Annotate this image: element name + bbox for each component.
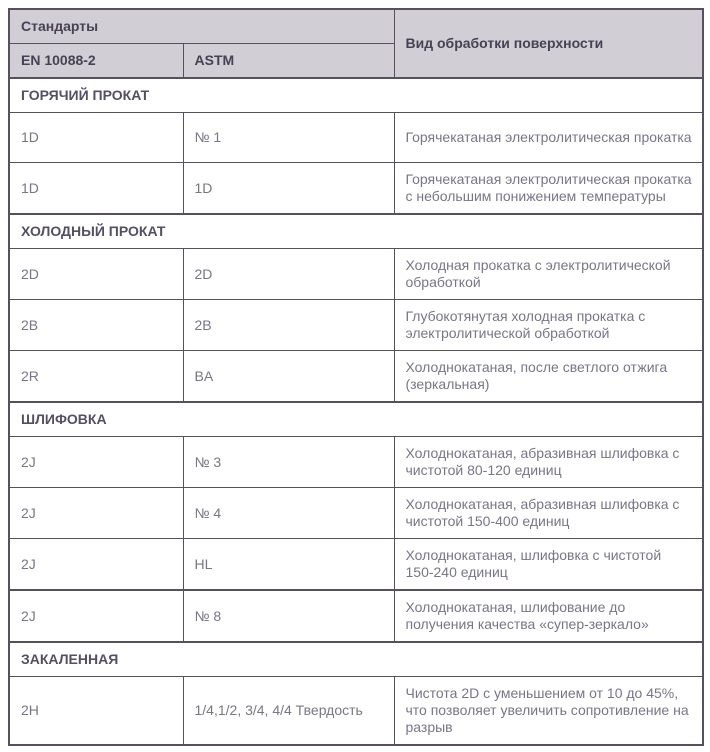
table-row	[9, 113, 703, 163]
header-row-standards	[9, 9, 703, 44]
en-standard-cell: 2R	[9, 351, 183, 403]
table-row	[9, 163, 703, 215]
en-standard-cell: 1D	[9, 163, 183, 215]
astm-standard-cell: 2D	[183, 249, 394, 300]
en-standard-cell: 2J	[9, 488, 183, 539]
astm-standard-cell: HL	[183, 539, 394, 591]
astm-standard-header-cell: ASTM	[183, 44, 394, 79]
table-row	[9, 539, 703, 591]
astm-standard-cell: № 1	[183, 113, 394, 163]
astm-standard-cell: BA	[183, 351, 394, 403]
treatment-description-cell: Холодная прокатка с электролитической обработкой	[394, 249, 703, 300]
treatment-description-cell: Холоднокатаная, шлифовка с чистотой 150-240 единиц	[394, 539, 703, 591]
table-row	[9, 351, 703, 403]
treatment-description-cell: Холоднокатаная, шлифование до получения качества «супер-зеркало»	[394, 590, 703, 642]
astm-standard-cell: № 8	[183, 590, 394, 642]
en-standard-cell: 2J	[9, 437, 183, 488]
section-header-row	[9, 78, 703, 113]
table-row	[9, 300, 703, 351]
en-standard-cell: 2H	[9, 677, 183, 746]
en-standard-cell: 2D	[9, 249, 183, 300]
section-title: ЗАКАЛЕННАЯ	[9, 642, 703, 677]
astm-standard-cell: № 4	[183, 488, 394, 539]
treatment-description-cell: Холоднокатаная, после светлого отжига (зеркальная)	[394, 351, 703, 403]
section-title: ХОЛОДНЫЙ ПРОКАТ	[9, 214, 703, 249]
treatment-description-cell: Холоднокатаная, абразивная шлифовка с чистотой 80-120 единиц	[394, 437, 703, 488]
table-row	[9, 677, 703, 746]
section-title: ШЛИФОВКА	[9, 402, 703, 437]
standards-header-cell: Стандарты	[9, 9, 394, 44]
astm-standard-cell: 1D	[183, 163, 394, 215]
surface-treatment-table	[8, 8, 704, 746]
treatment-description-cell: Глубокотянутая холодная прокатка с электролитической обработкой	[394, 300, 703, 351]
en-standard-header-cell: EN 10088-2	[9, 44, 183, 79]
treatment-description-cell: Холоднокатаная, абразивная шлифовка с чистотой 150-400 единиц	[394, 488, 703, 539]
treatment-description-cell: Горячекатаная электролитическая прокатка с небольшим понижением температуры	[394, 163, 703, 215]
treatment-description-cell: Горячекатаная электролитическая прокатка	[394, 113, 703, 163]
en-standard-cell: 2J	[9, 590, 183, 642]
table-head	[9, 9, 703, 78]
treatment-header-cell: Вид обработки поверхности	[394, 9, 703, 78]
table-row	[9, 249, 703, 300]
astm-standard-cell: 2B	[183, 300, 394, 351]
en-standard-cell: 2B	[9, 300, 183, 351]
table-row	[9, 488, 703, 539]
table-row	[9, 437, 703, 488]
table-row	[9, 590, 703, 642]
section-header-row	[9, 642, 703, 677]
treatment-description-cell: Чистота 2D с уменьшением от 10 до 45%, что позволяет увеличить сопротивление на разрыв	[394, 677, 703, 746]
en-standard-cell: 1D	[9, 113, 183, 163]
section-title: ГОРЯЧИЙ ПРОКАТ	[9, 78, 703, 113]
astm-standard-cell: № 3	[183, 437, 394, 488]
section-header-row	[9, 214, 703, 249]
astm-standard-cell: 1/4,1/2, 3/4, 4/4 Твердость	[183, 677, 394, 746]
table-body	[9, 78, 703, 745]
section-header-row	[9, 402, 703, 437]
en-standard-cell: 2J	[9, 539, 183, 591]
